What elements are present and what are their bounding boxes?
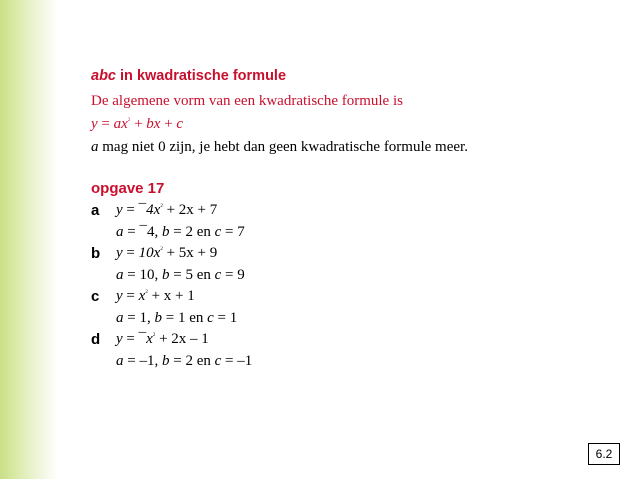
item-coefficients-a: a = ¯4, b = 2 en c = 7 [116,224,245,240]
heading-rest: in kwadratische formule [116,68,287,84]
item-formula-d: $y = ¯x^2 + 2x - 1$ [116,331,209,347]
item-label-d: d [91,331,101,348]
intro-text: De algemene vorm van een kwadratische formule is [91,93,403,109]
section-heading [91,68,286,84]
page-number-badge: 6.2 [588,443,620,465]
item-label-b: b [91,245,101,262]
item-coefficients-c: a = 1, b = 1 en c = 1 [116,310,238,326]
item-formula-b: $y = 10x^2 + 5x + 9$ [116,245,218,261]
item-coefficients-b: a = 10, b = 5 en c = 9 [116,267,245,283]
item-coefficients-d: a = –1, b = 2 en c = –1 [116,353,253,369]
heading-abc: abc [91,68,116,84]
decorative-side-stripe [0,0,58,479]
item-label-a: a [91,202,100,219]
item-formula-c: $y = x^2 + x + 1$ [116,288,195,304]
general-form-formula: $y = ax^2$ + bx + c [91,116,184,132]
constraint-note: a mag niet 0 zijn, je hebt dan geen kwadratische formule meer. [91,139,468,155]
exercise-title: opgave 17 [91,180,165,197]
item-label-c: c [91,288,100,305]
item-formula-a: $y = ¯4x^2 + 2x + 7$ [116,202,218,218]
